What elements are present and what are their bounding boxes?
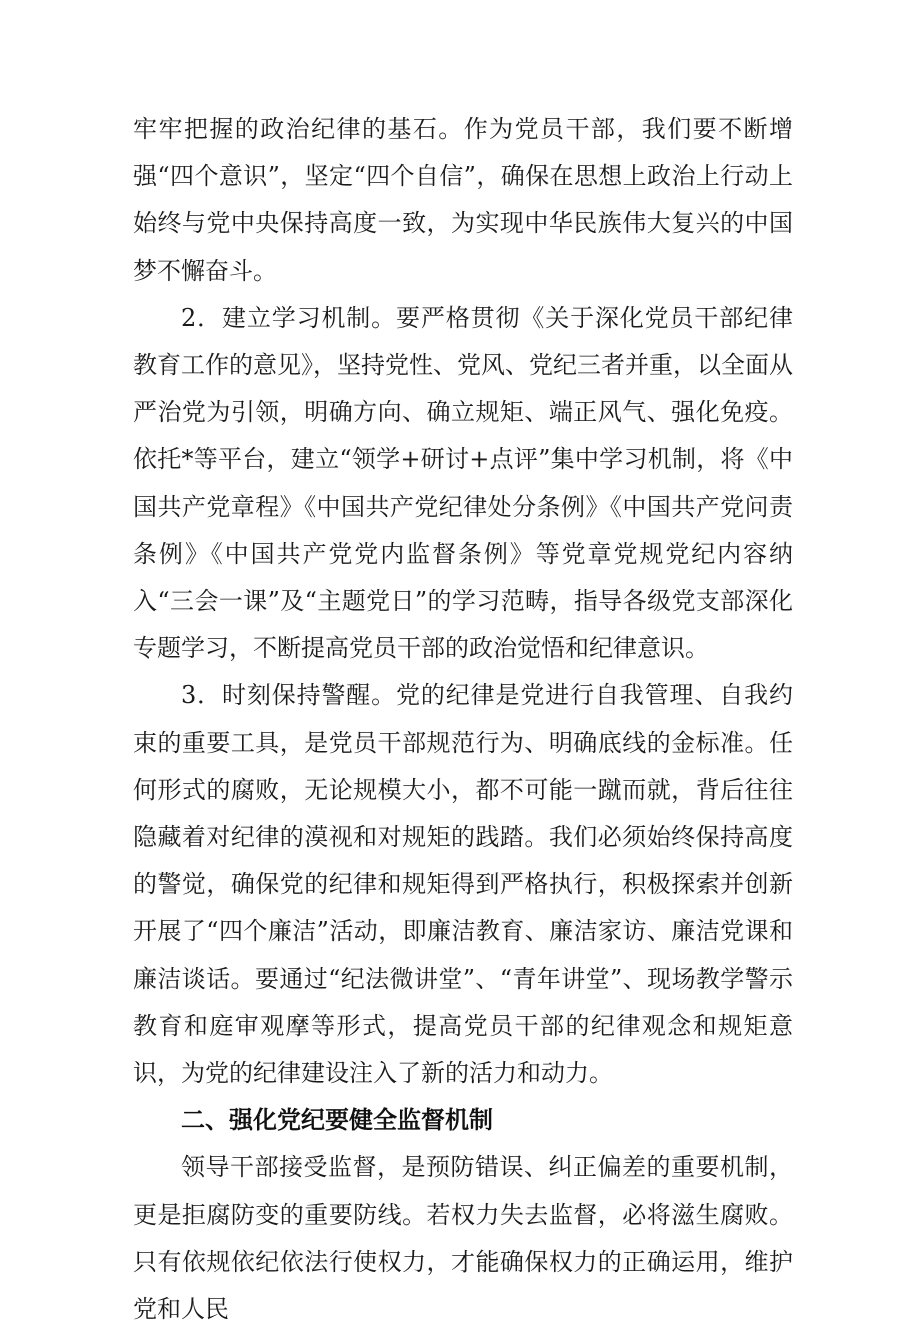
section-heading: 二、强化党纪要健全监督机制 <box>181 1106 493 1135</box>
paragraph-supervision: 领导干部接受监督，是预防错误、纠正偏差的重要机制，更是拒腐防变的重要防线。若权力失去监督，必将滋生腐败。只有依规依纪依法行使权力，才能确保权力的正确运用，维护党和人民 <box>133 1153 793 1324</box>
paragraph-stay-alert: 3．时刻保持警醒。党的纪律是党进行自我管理、自我约束的重要工具，是党员干部规范行为、明确底线的金标准。任何形式的腐败，无论规模大小，都不可能一蹴而就，背后往往隐藏着对纪律的漠视和对规矩的践踏。我们必须始终保持高度的警觉，确保党的纪律和规矩得到严格执行，积极探索并创新开展了“四个廉洁”活动，即廉洁教育、廉洁家访、廉洁党课和廉洁谈话。要通过“纪法微讲堂”、“青年讲堂”、现场教学警示教育和庭审观摩等形式，提高党员干部的纪律观念和规矩意识，为党的纪律建设注入了新的活力和动力。 <box>133 681 793 1088</box>
document-body <box>133 106 793 1333</box>
paragraph-learning-mechanism: 2．建立学习机制。要严格贯彻《关于深化党员干部纪律教育工作的意见》，坚持党性、党风、党纪三者并重，以全面从严治党为引领，明确方向、确立规矩、端正风气、强化免疫。依托*等平台，建立“领学+研讨+点评”集中学习机制，将《中国共产党章程》《中国共产党纪律处分条例》《中国共产党问责条例》《中国共产党党内监督条例》等党章党规党纪内容纳入“三会一课”及“主题党日”的学习范畴，指导各级党支部深化专题学习，不断提高党员干部的政治觉悟和纪律意识。 <box>133 303 793 663</box>
paragraph-continuation: 牢牢把握的政治纪律的基石。作为党员干部，我们要不断增强“四个意识”，坚定“四个自信”，确保在思想上政治上行动上始终与党中央保持高度一致，为实现中华民族伟大复兴的中国梦不懈奋斗。 <box>133 115 793 285</box>
